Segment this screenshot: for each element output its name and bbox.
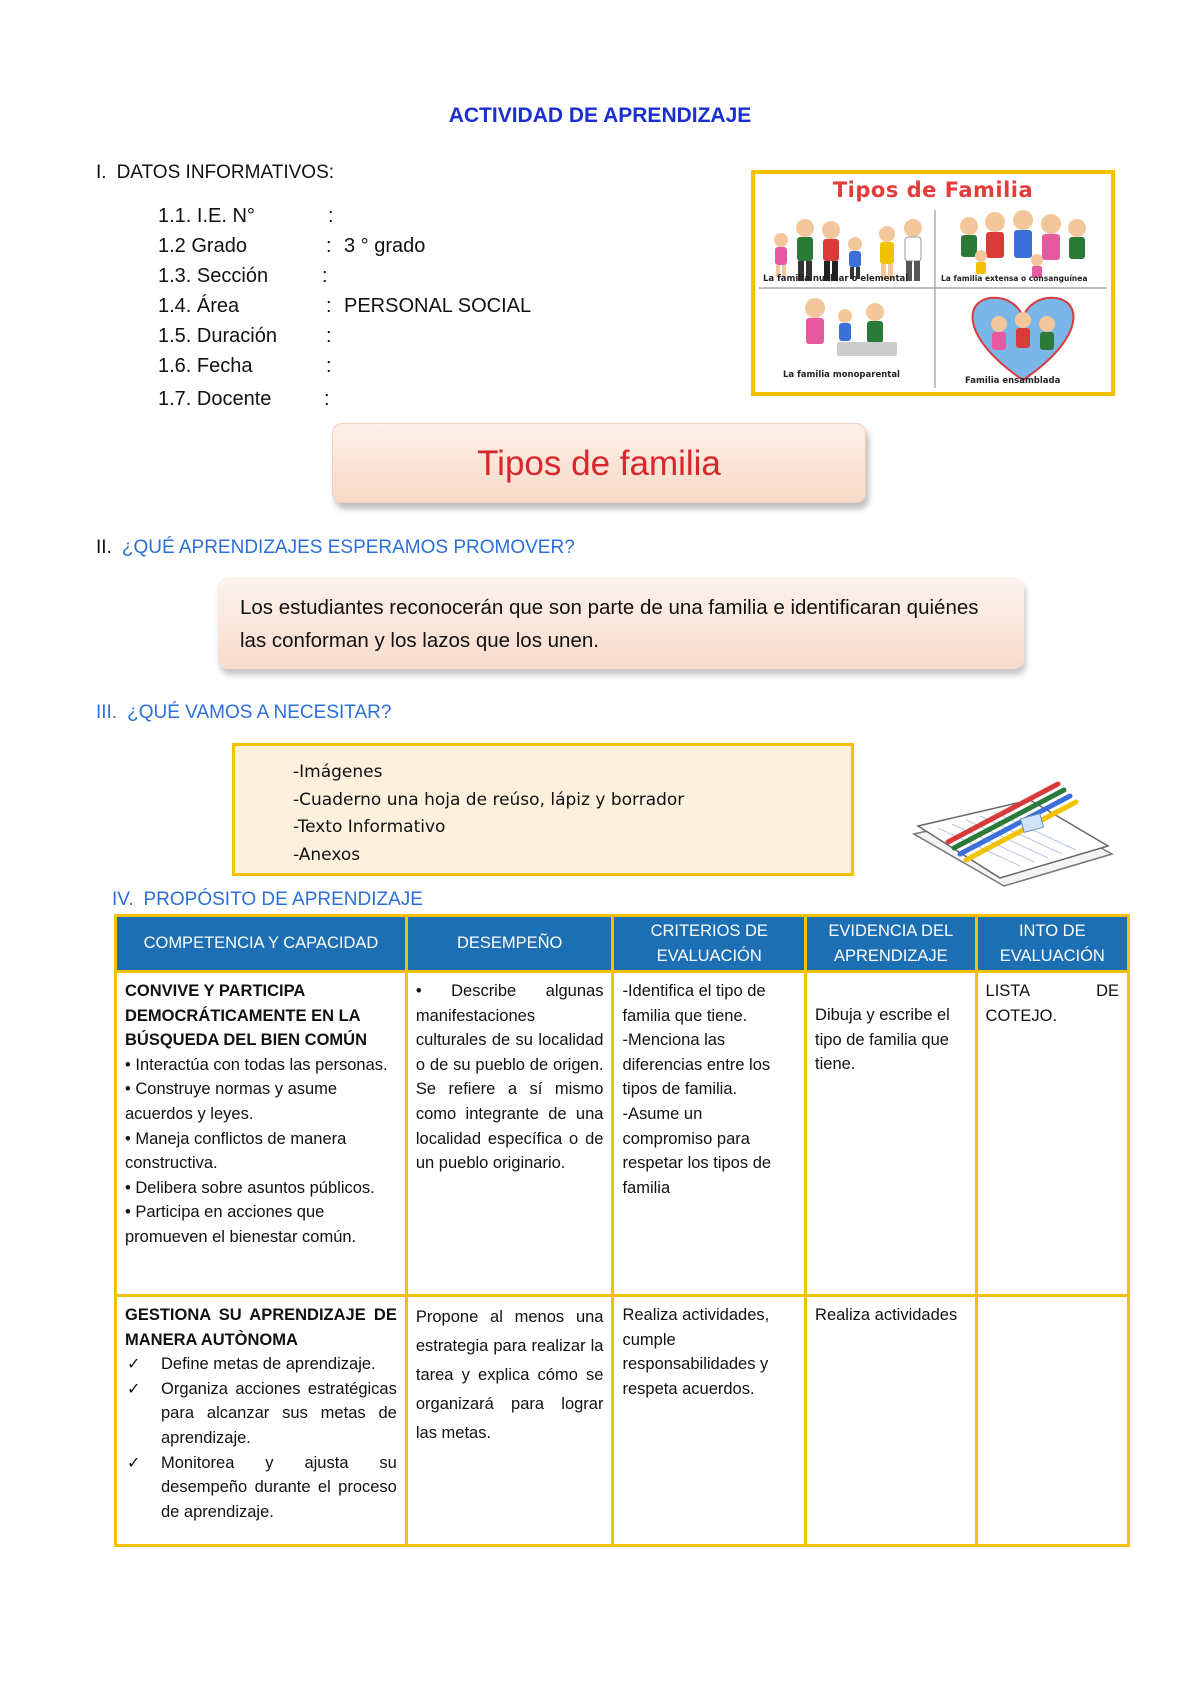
capacity-item: ✓ Organiza acciones estratégicas para alcanzar sus metas de aprendizaje. xyxy=(125,1377,397,1451)
topic-title: Tipos de familia xyxy=(477,444,721,483)
purpose-box xyxy=(218,577,1024,669)
learning-purpose-table xyxy=(114,914,1130,1547)
section-title: ¿QUÉ APRENDIZAJES ESPERAMOS PROMOVER? xyxy=(121,537,575,558)
info-label: 1.1. I.E. N° xyxy=(158,205,255,227)
info-value: 3 ° grado xyxy=(344,235,426,257)
document-title: ACTIVIDAD DE APRENDIZAJE xyxy=(448,104,752,127)
instrument-cell xyxy=(976,1296,1128,1546)
material-item: -Texto Informativo xyxy=(293,817,446,837)
section-1-heading xyxy=(96,162,334,184)
evidence-cell: Realiza actividades xyxy=(806,1296,977,1546)
section-3-heading xyxy=(96,702,391,724)
capacity-item: • Maneja conflictos de manera constructiva. xyxy=(125,1129,347,1173)
section-4-heading xyxy=(112,889,423,911)
info-row-grado xyxy=(158,235,426,258)
info-row-seccion xyxy=(158,265,328,288)
capacity-item: • Construye normas y asume acuerdos y leyes. xyxy=(125,1080,338,1123)
criteria-item: -Menciona las diferencias entre los tipos de familia. xyxy=(622,1031,771,1099)
criteria-cell: Realiza actividades, cumple responsabilidades y respeta acuerdos. xyxy=(613,1296,806,1546)
section-title: PROPÓSITO DE APRENDIZAJE xyxy=(143,889,423,910)
info-row-area xyxy=(158,295,532,318)
caption-extensa: La familia extensa o consanguínea xyxy=(941,274,1088,283)
info-row-docente xyxy=(158,388,330,411)
section-number: III. xyxy=(96,702,118,723)
criteria-item: -Identifica el tipo de familia que tiene. xyxy=(622,982,766,1025)
family-image-title: Tipos de Familia xyxy=(832,178,1034,202)
caption-ensamblada: Familia ensamblada xyxy=(965,376,1061,386)
info-colon: : xyxy=(326,355,332,377)
header-instrumento: INTO DE EVALUACIÓN xyxy=(976,916,1128,972)
criteria-item: -Asume un compromiso para respetar los tipos de familia xyxy=(622,1104,772,1197)
header-criterios: CRITERIOS DE EVALUACIÓN xyxy=(613,916,806,972)
section-number: II. xyxy=(96,537,112,558)
performance-cell: • Describe algunas manifestaciones culturales de su localidad o de su pueblo de origen. Se refiere a sí mismo como integrante de una localidad específica o de un pueblo originario. xyxy=(406,972,613,1296)
info-value: PERSONAL SOCIAL xyxy=(344,295,532,317)
materials-list xyxy=(293,759,684,869)
header-competencia: COMPETENCIA Y CAPACIDAD xyxy=(116,916,407,972)
competency-cell xyxy=(116,1296,407,1546)
criteria-cell xyxy=(613,972,806,1296)
evidence-cell: Dibuja y escribe el tipo de familia que tiene. xyxy=(806,972,977,1296)
caption-monoparental: La familia monoparental xyxy=(783,370,900,380)
capacity-item: ✓ Monitorea y ajusta su desempeño durante el proceso de aprendizaje. xyxy=(125,1451,397,1525)
info-colon: : xyxy=(326,325,332,347)
header-evidencia: EVIDENCIA DEL APRENDIZAJE xyxy=(806,916,977,972)
notebook-pencils-icon xyxy=(908,756,1118,896)
info-label: 1.6. Fecha xyxy=(158,355,253,377)
info-colon: : xyxy=(326,295,332,317)
section-title: ¿QUÉ VAMOS A NECESITAR? xyxy=(127,702,392,723)
capacity-item: • Delibera sobre asuntos públicos. xyxy=(125,1178,375,1197)
purpose-text: Los estudiantes reconocerán que son parte de una familia e identificaran quiénes las conforman y los lazos que los unen. xyxy=(240,596,979,652)
table-row xyxy=(116,1296,1129,1546)
capacity-item: • Participa en acciones que promueven el bienestar común. xyxy=(125,1203,357,1246)
info-label: 1.3. Sección xyxy=(158,265,269,287)
header-desempeno: DESEMPEÑO xyxy=(406,916,613,972)
info-colon: : xyxy=(328,205,334,227)
section-number: I. xyxy=(96,162,107,183)
info-colon: : xyxy=(324,388,330,410)
info-label: 1.4. Área xyxy=(158,295,240,317)
topic-box xyxy=(332,423,866,503)
table-header-row xyxy=(116,916,1129,972)
materials-box xyxy=(232,743,854,876)
section-number: IV. xyxy=(112,889,134,910)
capacity-item: ✓ Define metas de aprendizaje. xyxy=(125,1352,397,1377)
section-title: DATOS INFORMATIVOS: xyxy=(116,162,335,183)
info-colon: : xyxy=(326,235,332,257)
competency-title: GESTIONA SU APRENDIZAJE DE MANERA AUTÒNOMA xyxy=(125,1306,397,1349)
info-colon: : xyxy=(322,265,328,287)
caption-nuclear: La familia nuclear o elemental xyxy=(763,274,909,284)
performance-cell: Propone al menos una estrategia para realizar la tarea y explica cómo se organizará para lograr las metas. xyxy=(406,1296,613,1546)
family-types-image xyxy=(751,170,1115,396)
info-row-fecha xyxy=(158,355,332,378)
competency-cell xyxy=(116,972,407,1296)
info-label: 1.2 Grado xyxy=(158,235,247,257)
material-item: -Anexos xyxy=(293,844,361,865)
capacity-item: • Interactúa con todas las personas. xyxy=(125,1055,388,1074)
instrument-cell: LISTA DE COTEJO. xyxy=(976,972,1128,1296)
table-row xyxy=(116,972,1129,1296)
section-2-heading xyxy=(96,537,575,559)
info-row-duracion xyxy=(158,325,332,348)
info-row-ie xyxy=(158,205,334,228)
competency-title: CONVIVE Y PARTICIPA DEMOCRÁTICAMENTE EN LA BÚSQUEDA DEL BIEN COMÚN xyxy=(125,982,368,1050)
info-label: 1.7. Docente xyxy=(158,388,272,410)
info-label: 1.5. Duración xyxy=(158,325,277,347)
material-item: -Imágenes xyxy=(293,762,383,782)
material-item: -Cuaderno una hoja de reúso, lápiz y borrador xyxy=(293,789,685,810)
